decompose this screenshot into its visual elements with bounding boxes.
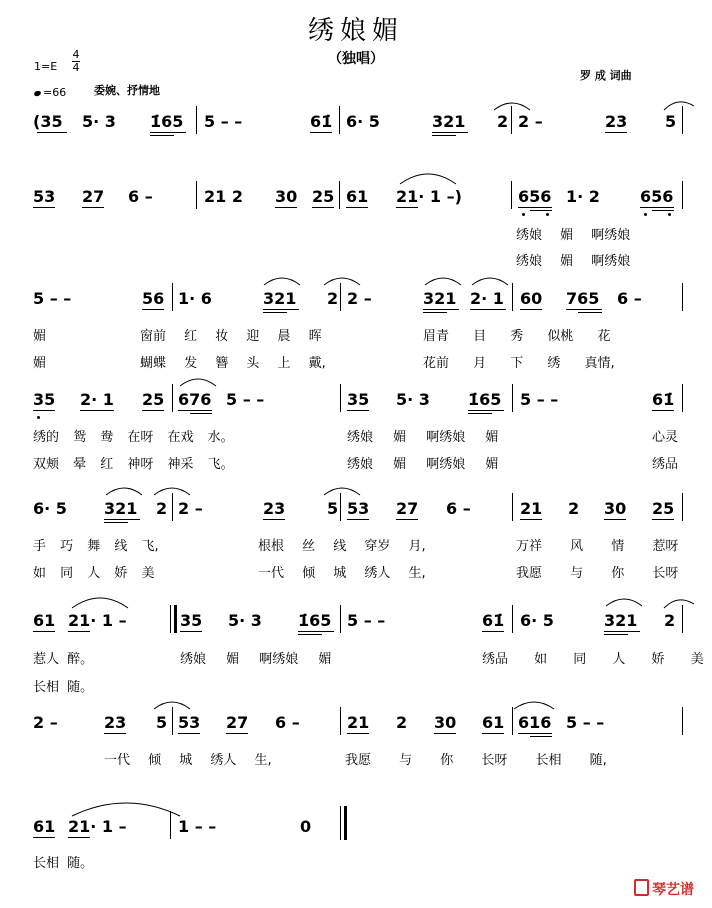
note-group: 2 – [347, 289, 372, 308]
note-group: 53 [33, 187, 56, 206]
note-group: 321 [604, 611, 638, 630]
note-group: 61̇ [652, 390, 675, 409]
note-group: 616 [518, 713, 552, 732]
note-group: 5 – – [33, 289, 72, 308]
note-group: 61 [482, 713, 505, 732]
note-group: 321 [104, 499, 138, 518]
note-group: 25 [142, 390, 165, 409]
note-group: 2 [664, 611, 676, 630]
note-group: 6 – [128, 187, 153, 206]
note-group: 27 [82, 187, 105, 206]
time-bottom: 4 [72, 61, 80, 74]
note-group: 2 [327, 289, 339, 308]
composer-credit: 罗 成 词曲 [580, 69, 632, 82]
note-group: 5 – – [226, 390, 265, 409]
song-subtitle: （独唱） [328, 51, 384, 67]
note-group: 2· 1 [80, 390, 114, 409]
key-signature: 1=E [34, 60, 58, 73]
note-group: 21· 1 – [68, 611, 127, 630]
tempo-marking [34, 86, 66, 99]
lyric-line: 花前 月 下 绣 真情, [423, 356, 615, 371]
note-group: 1· 2 [566, 187, 600, 206]
lyric-line: 绣娘 媚 啊绣娘 媚 [347, 457, 499, 472]
note-group: 35 [347, 390, 370, 409]
lyric-line: 双颊 晕 红 神呀 神采 飞。 [33, 457, 234, 472]
lyric-line: 绣娘 媚 啊绣娘 媚 [347, 430, 499, 445]
note-group: 6 – [617, 289, 642, 308]
note-group: 35 [180, 611, 203, 630]
lyric-line: 我愿 与 你 长呀 长相 随, [345, 753, 607, 768]
note-group: 53 [347, 499, 370, 518]
lyric-line: 长相 随。 [33, 680, 94, 695]
note-group: 21 2 [204, 187, 243, 206]
lyric-line: 万祥 风 情 惹呀 [516, 539, 679, 554]
note-group: 2 [497, 112, 509, 131]
note-group: 0 [300, 817, 312, 836]
lyric-line: 长相 随。 [33, 856, 94, 871]
note-group: 27 [396, 499, 419, 518]
note-group: 656 [640, 187, 674, 206]
lyric-line: 根根 丝 线 穿岁 月, [258, 539, 426, 554]
lyric-line: 我愿 与 你 长呀 [516, 566, 679, 581]
note-group: 61 [33, 817, 56, 836]
lyric-line: 手 巧 舞 线 飞, [33, 539, 159, 554]
note-group: 60 [520, 289, 543, 308]
tempo-value: =66 [43, 86, 67, 99]
note-group: 6· 5 [33, 499, 67, 518]
note-group: 23 [104, 713, 127, 732]
note-group: 23 [605, 112, 628, 131]
note-group: 5· 3 [228, 611, 262, 630]
note-group: 2· 1 [470, 289, 504, 308]
note-group: 1̇65 [468, 390, 502, 409]
quarter-note-icon [33, 90, 41, 97]
lyric-line: 如 同 人 娇 美 [33, 566, 155, 581]
note-group: 2 [568, 499, 580, 518]
note-group: 5 [156, 713, 168, 732]
note-group: 27 [226, 713, 249, 732]
note-group: 5 – – [520, 390, 559, 409]
note-group: 1̇65 [298, 611, 332, 630]
note-group: 321 [423, 289, 457, 308]
note-group: 2 – [33, 713, 58, 732]
note-group: 23 [263, 499, 286, 518]
note-group: 25 [652, 499, 675, 518]
note-group: 30 [275, 187, 298, 206]
note-group: 321 [432, 112, 466, 131]
watermark-text: 琴艺谱 [652, 882, 694, 898]
note-group: 5 – – [204, 112, 243, 131]
lyric-line: 一代 倾 城 绣人 生, [258, 566, 426, 581]
note-group: 35 [33, 390, 56, 409]
note-group: 5 [665, 112, 677, 131]
note-group: 21 [520, 499, 543, 518]
note-group: 21 [347, 713, 370, 732]
note-group: 21· 1 – [68, 817, 127, 836]
note-group: 5 – – [347, 611, 386, 630]
note-group: (35 [33, 112, 63, 131]
note-group: 30 [434, 713, 457, 732]
watermark [634, 879, 694, 899]
note-group: 6 – [275, 713, 300, 732]
note-group: 25 [312, 187, 335, 206]
lyric-line: 绣品 如 同 人 娇 美 [482, 652, 704, 667]
note-group: 2 – [518, 112, 543, 131]
song-title: 绣娘媚 [307, 16, 404, 46]
time-top: 4 [72, 48, 80, 61]
lyric-line: 媚 [33, 329, 47, 344]
lyric-line: 绣的 鸳 鸯 在呀 在戏 水。 [33, 430, 234, 445]
note-group: 6· 5 [520, 611, 554, 630]
note-group: 61 [33, 611, 56, 630]
lyric-line: 窗前 红 妆 迎 晨 晖 [140, 329, 322, 344]
note-group: 676 [178, 390, 212, 409]
note-group: 321 [263, 289, 297, 308]
note-group: 53 [178, 713, 201, 732]
note-group: 5 – – [566, 713, 605, 732]
note-group: 1̇65 [150, 112, 184, 131]
lyric-line: 心灵 [652, 430, 679, 445]
note-group: 1 – – [178, 817, 217, 836]
note-group: 30 [604, 499, 627, 518]
note-group: 5· 3 [396, 390, 430, 409]
note-group: 56 [142, 289, 165, 308]
lyric-line: 绣娘 媚 啊绣娘 媚 [180, 652, 332, 667]
note-group: 2 [396, 713, 408, 732]
note-group: 2 [156, 499, 168, 518]
note-group: 6 – [446, 499, 471, 518]
note-group: 61̇ [310, 112, 333, 131]
lyric-line: 绣品 [652, 457, 679, 472]
note-group: 61 [346, 187, 369, 206]
note-group: 5 [327, 499, 339, 518]
expression-marking: 委婉、抒情地 [94, 84, 160, 97]
note-group: 5· 3 [82, 112, 116, 131]
lyric-line: 绣娘 媚 啊绣娘 [516, 228, 631, 243]
note-group: 765 [566, 289, 600, 308]
lyric-line: 一代 倾 城 绣人 生, [104, 753, 272, 768]
note-group: 1· 6 [178, 289, 212, 308]
lyric-line: 蝴蝶 发 簪 头 上 戴, [140, 356, 326, 371]
note-group: 2 – [178, 499, 203, 518]
lyric-line: 媚 [33, 356, 47, 371]
lyric-line: 绣娘 媚 啊绣娘 [516, 254, 631, 269]
time-signature [72, 49, 80, 74]
note-group: 21· 1 –) [396, 187, 462, 206]
note-group: 61̇ [482, 611, 505, 630]
logo-icon [634, 879, 649, 896]
note-group: 656 [518, 187, 552, 206]
note-group: 6· 5 [346, 112, 380, 131]
lyric-line: 眉青 目 秀 似桃 花 [423, 329, 611, 344]
lyric-line: 惹人 醉。 [33, 652, 94, 667]
